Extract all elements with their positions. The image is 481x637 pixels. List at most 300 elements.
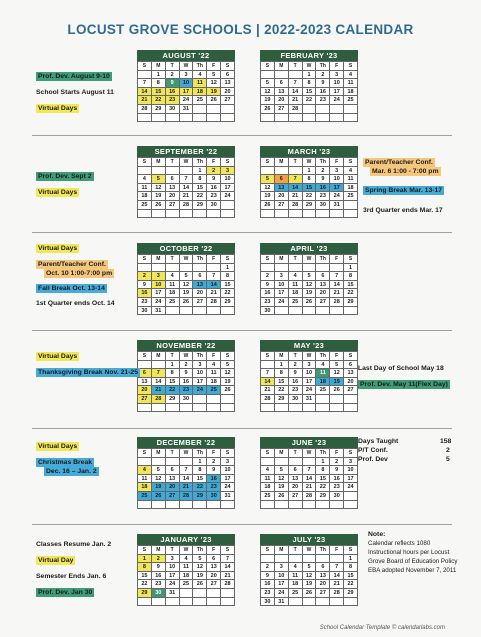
day-cell: 17: [330, 184, 344, 193]
day-cell: 15: [303, 184, 317, 193]
divider: [32, 330, 452, 331]
empty-cell: [221, 501, 235, 510]
day-cell: 5: [180, 272, 194, 281]
empty-cell: [180, 458, 194, 467]
empty-cell: [303, 501, 317, 510]
day-cell: 3: [193, 361, 207, 370]
day-cell: 3: [275, 272, 289, 281]
day-cell: 28: [180, 201, 194, 210]
day-cell: 26: [330, 386, 344, 395]
day-cell: 15: [166, 378, 180, 387]
day-of-week-label: M: [275, 255, 289, 264]
empty-cell: [221, 210, 235, 219]
day-cell: 9: [152, 563, 166, 572]
empty-cell: [303, 598, 317, 607]
empty-cell: [261, 501, 275, 510]
day-of-week-label: F: [330, 255, 344, 264]
day-cell: 8: [303, 175, 317, 184]
day-cell: 4: [344, 167, 358, 176]
day-cell: 6: [289, 466, 303, 475]
day-of-week-label: S: [344, 62, 358, 71]
day-of-week-label: Th: [316, 352, 330, 361]
day-of-week-label: M: [275, 62, 289, 71]
day-cell: 25: [166, 298, 180, 307]
day-cell: 12: [303, 572, 317, 581]
day-cell: 12: [221, 369, 235, 378]
empty-cell: [207, 589, 221, 598]
empty-cell: [152, 458, 166, 467]
month-title: NOVEMBER '22: [137, 340, 235, 351]
day-cell: 15: [275, 378, 289, 387]
month-title: FEBRUARY '23: [260, 50, 358, 61]
day-cell: 15: [316, 475, 330, 484]
day-cell: 20: [138, 386, 152, 395]
day-cell: 25: [138, 201, 152, 210]
empty-cell: [138, 458, 152, 467]
day-cell: 18: [180, 572, 194, 581]
empty-cell: [344, 492, 358, 501]
empty-cell: [138, 361, 152, 370]
empty-cell: [180, 114, 194, 123]
day-of-week-label: S: [261, 62, 275, 71]
day-cell: 28: [138, 105, 152, 114]
day-of-week-label: S: [138, 255, 152, 264]
empty-cell: [289, 307, 303, 316]
day-of-week-label: M: [275, 546, 289, 555]
day-cell: 10: [180, 79, 194, 88]
day-cell: 26: [221, 386, 235, 395]
day-of-week-label: W: [303, 158, 317, 167]
day-of-week-label: M: [152, 546, 166, 555]
empty-cell: [261, 264, 275, 273]
day-cell: 30: [289, 395, 303, 404]
day-cell: 5: [261, 175, 275, 184]
note-jul-2: Calendar reflects 1080: [368, 540, 431, 547]
day-cell: 13: [344, 369, 358, 378]
empty-cell: [207, 264, 221, 273]
day-cell: 11: [316, 369, 330, 378]
empty-cell: [344, 114, 358, 123]
empty-cell: [138, 210, 152, 219]
day-cell: 6: [275, 79, 289, 88]
day-cell: 1: [152, 71, 166, 80]
day-of-week-label: F: [207, 449, 221, 458]
day-cell: 12: [180, 281, 194, 290]
day-cell: 21: [261, 386, 275, 395]
day-cell: 12: [261, 88, 275, 97]
empty-cell: [138, 404, 152, 413]
day-cell: 5: [207, 71, 221, 80]
day-cell: 30: [166, 105, 180, 114]
day-cell: 14: [330, 572, 344, 581]
empty-cell: [180, 210, 194, 219]
empty-cell: [221, 598, 235, 607]
day-cell: 11: [166, 281, 180, 290]
day-of-week-label: S: [261, 255, 275, 264]
day-cell: 11: [344, 175, 358, 184]
day-cell: 18: [344, 88, 358, 97]
day-of-week-label: M: [152, 352, 166, 361]
divider: [32, 232, 452, 233]
day-cell: 13: [207, 563, 221, 572]
day-of-week-label: T: [289, 62, 303, 71]
day-cell: 20: [207, 572, 221, 581]
calendar-oct: [137, 243, 235, 315]
day-cell: 18: [344, 184, 358, 193]
empty-cell: [261, 167, 275, 176]
empty-cell: [275, 167, 289, 176]
day-cell: 28: [221, 580, 235, 589]
day-of-week-label: T: [289, 255, 303, 264]
empty-cell: [275, 71, 289, 80]
day-cell: 16: [207, 475, 221, 484]
day-cell: 15: [193, 184, 207, 193]
month-title: SEPTEMBER '22: [137, 146, 235, 157]
day-cell: 7: [152, 369, 166, 378]
day-cell: 26: [152, 492, 166, 501]
day-cell: 25: [180, 580, 194, 589]
day-cell: 25: [344, 96, 358, 105]
day-cell: 9: [289, 369, 303, 378]
empty-cell: [207, 404, 221, 413]
day-cell: 1: [303, 167, 317, 176]
day-cell: 15: [152, 88, 166, 97]
day-cell: 4: [193, 71, 207, 80]
day-cell: 16: [289, 378, 303, 387]
empty-cell: [261, 361, 275, 370]
day-of-week-label: S: [261, 158, 275, 167]
day-cell: 24: [193, 386, 207, 395]
empty-cell: [275, 458, 289, 467]
day-cell: 23: [138, 298, 152, 307]
empty-cell: [221, 395, 235, 404]
day-cell: 11: [180, 563, 194, 572]
day-cell: 17: [344, 475, 358, 484]
calendar-apr: [260, 243, 358, 315]
day-of-week-label: T: [166, 62, 180, 71]
empty-cell: [303, 264, 317, 273]
day-cell: 20: [166, 192, 180, 201]
day-of-week-label: Th: [316, 158, 330, 167]
day-cell: 13: [316, 281, 330, 290]
day-cell: 24: [152, 298, 166, 307]
day-cell: 27: [166, 492, 180, 501]
day-cell: 23: [180, 386, 194, 395]
day-cell: 17: [180, 88, 194, 97]
day-cell: 14: [207, 281, 221, 290]
day-cell: 17: [275, 580, 289, 589]
day-cell: 9: [180, 369, 194, 378]
month-grid: [137, 545, 235, 606]
month-title: MARCH '23: [260, 146, 358, 157]
day-cell: 26: [261, 105, 275, 114]
empty-cell: [289, 458, 303, 467]
day-of-week-label: F: [207, 352, 221, 361]
day-cell: 30: [180, 395, 194, 404]
day-cell: 7: [221, 555, 235, 564]
day-cell: 22: [344, 580, 358, 589]
day-cell: 10: [275, 281, 289, 290]
note-jul-4: Grove Board of Education Policy: [368, 558, 458, 565]
empty-cell: [316, 555, 330, 564]
day-of-week-label: T: [166, 546, 180, 555]
day-cell: 24: [330, 192, 344, 201]
day-cell: 13: [193, 281, 207, 290]
empty-cell: [193, 589, 207, 598]
day-cell: 23: [316, 96, 330, 105]
day-cell: 25: [289, 589, 303, 598]
day-cell: 30: [207, 492, 221, 501]
day-cell: 22: [275, 386, 289, 395]
note-jul-5: EBA adopted November 7, 2011: [368, 567, 457, 574]
note-may-last: Last Day of School May 18: [358, 365, 444, 372]
day-cell: 3: [303, 361, 317, 370]
empty-cell: [344, 395, 358, 404]
note-sep-prof-dev: Prof. Dev. Sept 2: [38, 173, 92, 180]
day-cell: 17: [330, 88, 344, 97]
month-grid: [260, 351, 358, 412]
empty-cell: [330, 598, 344, 607]
day-of-week-label: M: [275, 158, 289, 167]
day-cell: 1: [316, 458, 330, 467]
day-cell: 1: [193, 458, 207, 467]
day-cell: 25: [207, 386, 221, 395]
empty-cell: [207, 114, 221, 123]
page-title: LOCUST GROVE SCHOOLS | 2022-2023 CALENDAR: [67, 22, 414, 37]
note-jan-sem: Semester Ends Jan. 6: [36, 573, 107, 580]
day-of-week-label: T: [166, 352, 180, 361]
day-cell: 21: [289, 192, 303, 201]
day-cell: 21: [221, 572, 235, 581]
day-cell: 16: [180, 378, 194, 387]
month-grid: [260, 448, 358, 509]
day-cell: 21: [207, 289, 221, 298]
day-of-week-label: S: [344, 352, 358, 361]
day-of-week-label: M: [275, 449, 289, 458]
empty-cell: [193, 501, 207, 510]
day-cell: 5: [275, 466, 289, 475]
day-cell: 25: [344, 192, 358, 201]
day-cell: 23: [261, 589, 275, 598]
day-cell: 6: [166, 466, 180, 475]
day-cell: 27: [289, 492, 303, 501]
empty-cell: [138, 264, 152, 273]
day-cell: 30: [261, 307, 275, 316]
day-cell: 16: [152, 572, 166, 581]
day-cell: 15: [344, 281, 358, 290]
empty-cell: [138, 501, 152, 510]
day-cell: 3: [221, 167, 235, 176]
empty-cell: [138, 167, 152, 176]
calendar-feb: [260, 50, 358, 122]
empty-cell: [193, 307, 207, 316]
day-cell: 7: [289, 79, 303, 88]
empty-cell: [207, 501, 221, 510]
day-of-week-label: S: [221, 352, 235, 361]
note-days-taught-val: 158: [440, 438, 452, 445]
empty-cell: [152, 167, 166, 176]
day-cell: 18: [138, 192, 152, 201]
day-cell: 9: [207, 466, 221, 475]
day-cell: 6: [344, 361, 358, 370]
day-of-week-label: F: [330, 352, 344, 361]
day-of-week-label: T: [166, 158, 180, 167]
empty-cell: [289, 264, 303, 273]
day-cell: 31: [166, 589, 180, 598]
note-oct-ptc-time: Oct. 10 1:00-7:00 pm: [46, 270, 113, 277]
empty-cell: [316, 307, 330, 316]
month-title: JULY '23: [260, 534, 358, 545]
day-cell: 20: [221, 88, 235, 97]
day-of-week-label: M: [275, 352, 289, 361]
day-of-week-label: T: [289, 449, 303, 458]
day-cell: 10: [303, 369, 317, 378]
day-cell: 23: [152, 580, 166, 589]
empty-cell: [316, 395, 330, 404]
day-cell: 12: [303, 281, 317, 290]
calendar-dec: [137, 437, 235, 509]
day-cell: 18: [193, 88, 207, 97]
day-of-week-label: S: [344, 449, 358, 458]
empty-cell: [316, 105, 330, 114]
day-cell: 16: [261, 289, 275, 298]
day-cell: 10: [344, 466, 358, 475]
day-of-week-label: W: [303, 255, 317, 264]
day-of-week-label: S: [138, 546, 152, 555]
day-cell: 12: [152, 184, 166, 193]
empty-cell: [152, 361, 166, 370]
calendar-jul: [260, 534, 358, 606]
note-jul-3: Instructional hours per Locust: [368, 549, 450, 556]
day-cell: 15: [344, 572, 358, 581]
day-of-week-label: Th: [316, 449, 330, 458]
day-cell: 14: [289, 184, 303, 193]
day-of-week-label: Th: [193, 255, 207, 264]
day-cell: 18: [261, 483, 275, 492]
day-cell: 26: [303, 298, 317, 307]
empty-cell: [330, 307, 344, 316]
day-cell: 8: [221, 272, 235, 281]
note-jan-resume: Classes Resume Jan. 2: [36, 541, 112, 548]
day-cell: 10: [221, 466, 235, 475]
empty-cell: [180, 589, 194, 598]
day-cell: 27: [275, 105, 289, 114]
empty-cell: [166, 167, 180, 176]
empty-cell: [289, 167, 303, 176]
day-cell: 3: [330, 71, 344, 80]
day-cell: 28: [303, 492, 317, 501]
month-title: DECEMBER '22: [137, 437, 235, 448]
day-cell: 19: [303, 580, 317, 589]
empty-cell: [275, 264, 289, 273]
calendar-jan: [137, 534, 235, 606]
empty-cell: [330, 114, 344, 123]
day-cell: 4: [344, 71, 358, 80]
day-cell: 21: [152, 386, 166, 395]
day-of-week-label: S: [221, 158, 235, 167]
day-cell: 30: [330, 492, 344, 501]
day-cell: 5: [152, 466, 166, 475]
day-cell: 17: [275, 289, 289, 298]
day-cell: 23: [316, 192, 330, 201]
day-cell: 29: [138, 589, 152, 598]
day-cell: 14: [152, 378, 166, 387]
day-cell: 21: [180, 192, 194, 201]
day-cell: 6: [193, 272, 207, 281]
day-of-week-label: Th: [193, 449, 207, 458]
day-cell: 27: [207, 580, 221, 589]
day-of-week-label: Th: [193, 62, 207, 71]
day-cell: 18: [289, 580, 303, 589]
day-cell: 8: [193, 175, 207, 184]
day-cell: 1: [193, 167, 207, 176]
day-cell: 11: [289, 572, 303, 581]
day-cell: 9: [316, 175, 330, 184]
empty-cell: [207, 307, 221, 316]
empty-cell: [152, 114, 166, 123]
empty-cell: [289, 404, 303, 413]
day-of-week-label: S: [261, 449, 275, 458]
day-cell: 20: [193, 289, 207, 298]
day-cell: 5: [330, 361, 344, 370]
day-cell: 13: [138, 378, 152, 387]
day-cell: 30: [138, 307, 152, 316]
empty-cell: [221, 589, 235, 598]
empty-cell: [193, 598, 207, 607]
day-of-week-label: F: [330, 62, 344, 71]
month-grid: [260, 61, 358, 122]
day-cell: 26: [261, 201, 275, 210]
day-cell: 5: [152, 175, 166, 184]
day-cell: 28: [180, 492, 194, 501]
day-cell: 31: [275, 598, 289, 607]
day-cell: 23: [166, 96, 180, 105]
day-cell: 4: [261, 466, 275, 475]
day-cell: 23: [330, 483, 344, 492]
empty-cell: [138, 598, 152, 607]
day-cell: 25: [193, 96, 207, 105]
empty-cell: [303, 307, 317, 316]
day-cell: 29: [221, 298, 235, 307]
day-cell: 27: [193, 298, 207, 307]
day-of-week-label: W: [180, 352, 194, 361]
day-of-week-label: F: [207, 158, 221, 167]
day-cell: 29: [193, 201, 207, 210]
day-cell: 20: [289, 483, 303, 492]
month-grid: [260, 254, 358, 315]
day-of-week-label: S: [221, 255, 235, 264]
empty-cell: [166, 404, 180, 413]
day-cell: 29: [275, 395, 289, 404]
month-title: JUNE '23: [260, 437, 358, 448]
empty-cell: [289, 114, 303, 123]
day-cell: 31: [152, 307, 166, 316]
calendar-aug: [137, 50, 235, 122]
day-of-week-label: W: [180, 255, 194, 264]
day-cell: 11: [207, 369, 221, 378]
day-of-week-label: S: [344, 158, 358, 167]
day-cell: 24: [303, 386, 317, 395]
day-cell: 4: [166, 272, 180, 281]
day-of-week-label: W: [303, 352, 317, 361]
day-cell: 1: [303, 71, 317, 80]
day-cell: 3: [344, 458, 358, 467]
empty-cell: [330, 404, 344, 413]
day-of-week-label: S: [138, 158, 152, 167]
day-cell: 14: [180, 184, 194, 193]
day-cell: 9: [261, 572, 275, 581]
day-cell: 18: [289, 289, 303, 298]
